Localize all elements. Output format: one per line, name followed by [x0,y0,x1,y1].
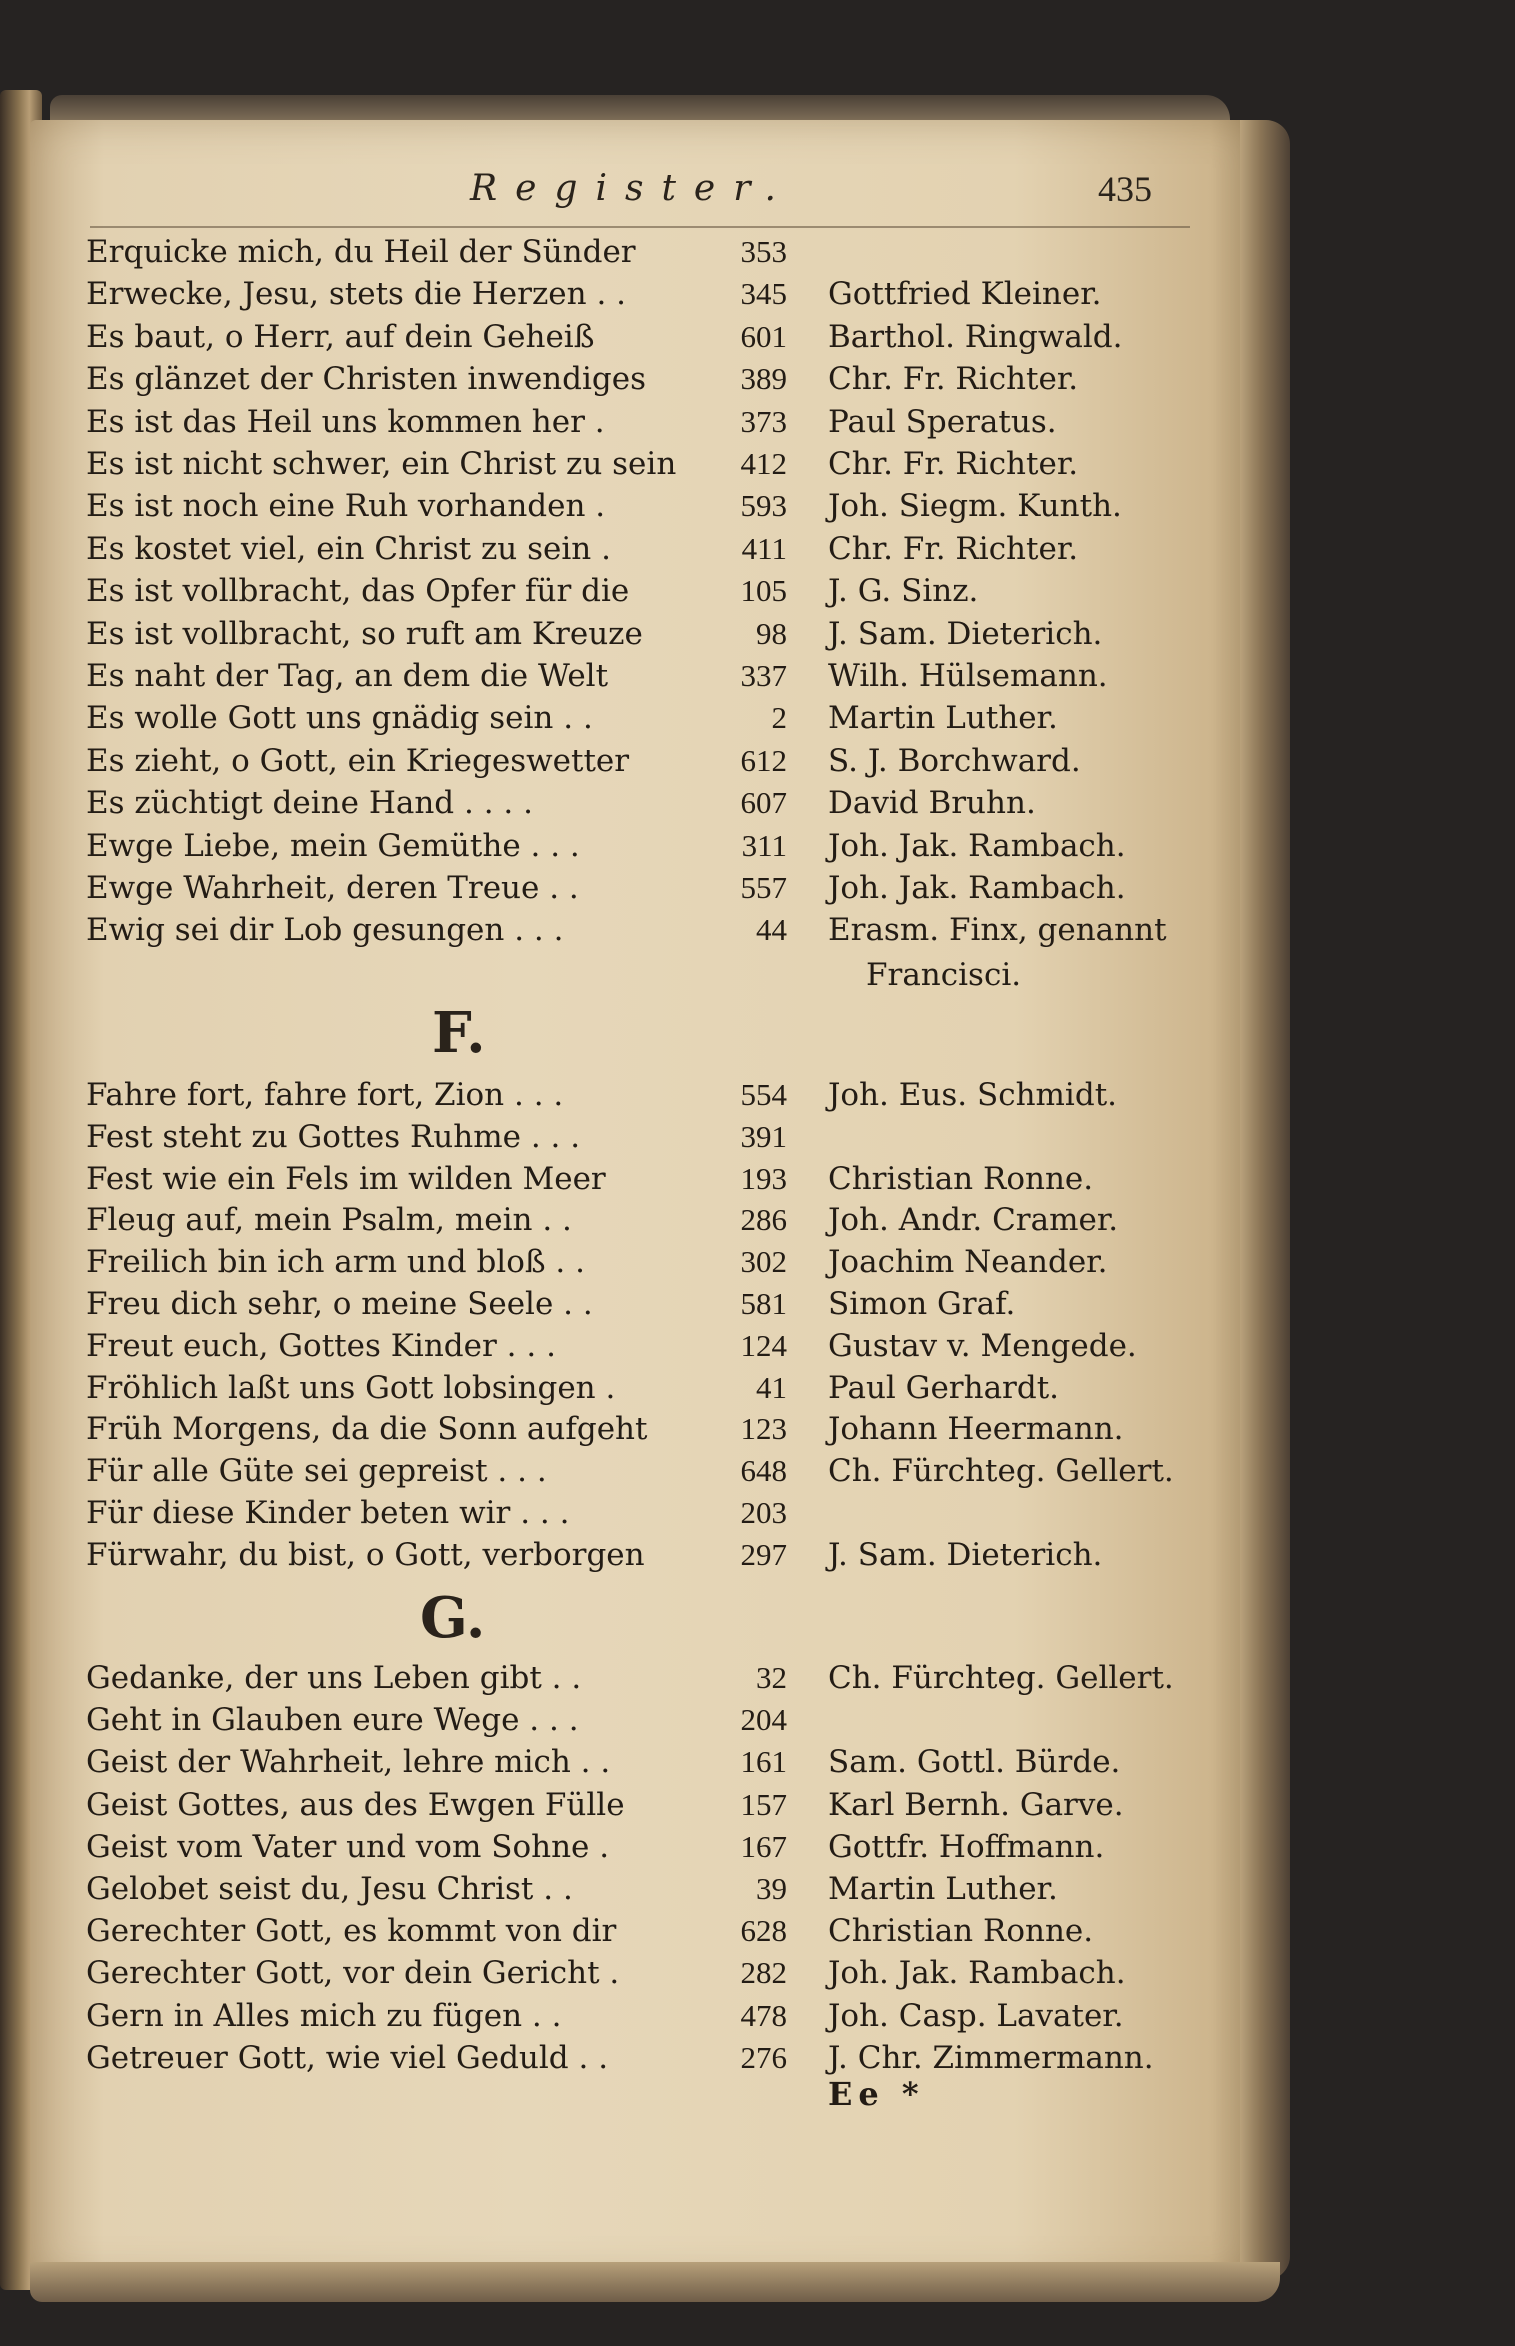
hymn-author: Gottfried Kleiner. [828,276,1102,313]
hymn-number: 612 [740,742,787,778]
hymn-author: Joh. Siegm. Kunth. [828,488,1122,525]
register-row [0,1409,1230,1449]
hymn-number: 276 [740,2039,787,2075]
hymn-number: 193 [740,1160,787,1196]
hymn-author: Joh. Jak. Rambach. [828,1955,1126,1992]
register-row [0,1785,1230,1825]
hymn-number: 478 [740,1997,787,2033]
hymn-title: Es ist nicht schwer, ein Christ zu sein [86,446,677,482]
author-continuation: Francisci. [866,957,1022,993]
register-row [0,1451,1230,1491]
hymn-author: David Bruhn. [828,785,1036,822]
register-row [0,1953,1230,1993]
hymn-number: 123 [740,1411,787,1447]
hymn-title: Fest steht zu Gottes Ruhme . . . [86,1118,581,1155]
hymn-author: Joh. Jak. Rambach. [828,870,1126,906]
hymn-title: Geht in Glauben eure Wege . . . [86,1702,579,1739]
page-number: 435 [1098,169,1152,209]
hymn-title: Fröhlich laßt uns Gott lobsingen . [86,1369,616,1406]
register-row [0,910,1230,950]
hymn-number: 286 [740,1202,787,1238]
hymn-number: 607 [740,785,787,821]
hymn-number: 391 [740,1118,787,1154]
hymn-author: Ch. Fürchteg. Gellert. [828,1660,1174,1696]
register-row [0,826,1230,866]
hymn-title: Fest wie ein Fels im wilden Meer [86,1160,606,1197]
hymn-title: Fleug auf, mein Psalm, mein . . [86,1202,572,1239]
hymn-title: Es ist vollbracht, so ruft am Kreuze [86,615,643,652]
hymn-number: 557 [740,870,787,905]
hymn-author: Erasm. Finx, genannt [828,912,1167,949]
hymn-author: Chr. Fr. Richter. [828,361,1079,398]
hymn-title: Für diese Kinder beten wir . . . [86,1495,570,1531]
hymn-title: Es ist noch eine Ruh vorhanden . [86,488,606,525]
hymn-title: Es zieht, o Gott, ein Kriegeswetter [86,742,630,779]
hymn-author: Chr. Fr. Richter. [828,446,1079,482]
hymn-author: J. Sam. Dieterich. [828,1536,1103,1573]
hymn-title: Gerechter Gott, es kommt von dir [86,1913,617,1950]
register-row [0,656,1230,696]
hymn-author: J. Sam. Dieterich. [828,615,1103,652]
hymn-title: Erquicke mich, du Heil der Sünder [86,234,636,270]
hymn-author: Gottfr. Hoffmann. [828,1828,1105,1865]
hymn-title: Für alle Güte sei gepreist . . . [86,1453,547,1490]
hymn-title: Ewig sei dir Lob gesungen . . . [86,912,564,949]
hymn-author: J. Chr. Zimmermann. [828,2039,1154,2076]
hymn-number: 161 [740,1744,787,1780]
hymn-number: 32 [756,1660,787,1695]
hymn-number: 297 [740,1536,787,1572]
register-row [0,1326,1230,1366]
hymn-title: Es wolle Gott uns gnädig sein . . [86,700,593,737]
register-row [0,868,1230,908]
hymn-number: 204 [740,1702,787,1738]
hymn-author: Martin Luther. [828,700,1058,737]
register-row [0,1284,1230,1324]
hymn-title: Gedanke, der uns Leben gibt . . [86,1660,582,1696]
hymn-number: 167 [740,1828,787,1864]
hymn-author: Joachim Neander. [828,1244,1108,1281]
hymn-author: Joh. Casp. Lavater. [828,1997,1124,2034]
hymn-number: 124 [740,1327,787,1363]
register-row [0,1742,1230,1782]
register-row [0,1827,1230,1867]
hymn-author: Ch. Fürchteg. Gellert. [828,1453,1174,1490]
hymn-number: 282 [740,1955,787,1991]
hymn-author: Martin Luther. [828,1871,1058,1907]
hymn-number: 601 [740,318,787,354]
hymn-title: Gerechter Gott, vor dein Gericht . [86,1955,620,1992]
hymn-number: 628 [740,1913,787,1949]
hymn-author: Sam. Gottl. Bürde. [828,1744,1121,1781]
hymn-number: 411 [741,530,787,566]
register-row [0,1242,1230,1282]
register-row [0,783,1230,823]
hymn-author: Paul Gerhardt. [828,1369,1060,1406]
register-row [0,274,1230,314]
hymn-title: Ewge Wahrheit, deren Treue . . [86,870,579,906]
register-row [0,614,1230,654]
register-row [0,232,1230,272]
hymn-number: 389 [740,361,787,397]
hymn-author: Chr. Fr. Richter. [828,530,1079,567]
hymn-title: Es baut, o Herr, auf dein Geheiß [86,318,595,355]
hymn-title: Es glänzet der Christen inwendiges [86,361,646,398]
hymn-number: 105 [740,573,787,609]
hymn-title: Es ist vollbracht, das Opfer für die [86,573,630,610]
hymn-number: 39 [756,1871,787,1906]
hymn-number: 345 [740,276,787,312]
hymn-number: 412 [740,446,787,481]
register-row [0,1535,1230,1575]
hymn-title: Freu dich sehr, o meine Seele . . [86,1286,593,1322]
hymn-author: Christian Ronne. [828,1913,1094,1950]
hymn-author: Joh. Jak. Rambach. [828,827,1126,864]
register-row [0,1200,1230,1240]
hymn-number: 41 [756,1369,787,1405]
register-row [0,402,1230,442]
hymn-number: 302 [740,1244,787,1280]
page-header-title: Register. [470,168,794,209]
section-letter-g: G. [420,1585,486,1651]
hymn-author: Joh. Andr. Cramer. [828,1202,1119,1239]
hymn-number: 337 [740,658,787,693]
section-letter-f: F. [432,1000,486,1066]
register-row [0,1996,1230,2036]
register-row [0,698,1230,738]
register-row [0,741,1230,781]
hymn-author: Christian Ronne. [828,1160,1094,1197]
register-row [0,317,1230,357]
register-row [0,1368,1230,1408]
hymn-title: Geist der Wahrheit, lehre mich . . [86,1744,611,1781]
register-row [0,1075,1230,1115]
hymn-author: Wilh. Hülsemann. [828,658,1108,694]
hymn-author: Joh. Eus. Schmidt. [828,1077,1118,1113]
hymn-title: Fürwahr, du bist, o Gott, verborgen [86,1536,645,1573]
register-row [0,2038,1230,2078]
hymn-author: Karl Bernh. Garve. [828,1786,1124,1823]
hymn-author: Simon Graf. [828,1286,1016,1322]
hymn-title: Fahre fort, fahre fort, Zion . . . [86,1077,564,1113]
hymn-title: Freut euch, Gottes Kinder . . . [86,1327,556,1364]
hymn-number: 157 [740,1786,787,1822]
hymn-number: 353 [740,234,787,269]
hymn-title: Getreuer Gott, wie viel Geduld . . [86,2039,609,2076]
hymn-title: Geist Gottes, aus des Ewgen Fülle [86,1786,625,1823]
register-row [0,1493,1230,1533]
hymn-title: Es ist das Heil uns kommen her . [86,403,605,440]
hymn-title: Es züchtigt deine Hand . . . . [86,785,533,822]
hymn-author: S. J. Borchward. [828,742,1081,779]
hymn-title: Geist vom Vater und vom Sohne . [86,1828,610,1865]
hymn-title: Ewge Liebe, mein Gemüthe . . . [86,827,580,864]
hymn-title: Es naht der Tag, an dem die Welt [86,658,609,694]
register-row [0,571,1230,611]
hymn-number: 311 [741,827,787,863]
signature-mark: Ee * [828,2075,925,2113]
register-row [0,1700,1230,1740]
hymn-number: 203 [740,1495,787,1530]
register-row [0,1658,1230,1698]
hymn-number: 593 [740,488,787,524]
hymn-title: Es kostet viel, ein Christ zu sein . [86,530,611,567]
register-row [0,486,1230,526]
hymn-title: Erwecke, Jesu, stets die Herzen . . [86,276,627,313]
hymn-number: 98 [756,615,787,651]
hymn-number: 554 [740,1077,787,1112]
hymn-title: Freilich bin ich arm und bloß . . [86,1244,585,1281]
hymn-number: 648 [740,1453,787,1489]
header-rule [90,226,1190,228]
register-row [0,1911,1230,1951]
hymn-number: 44 [756,912,787,948]
hymn-author: J. G. Sinz. [828,573,979,610]
book-bottom-edge [30,2262,1280,2302]
register-row [0,1117,1230,1157]
book-page-edge [1240,120,1290,2280]
register-row [0,1159,1230,1199]
register-row [0,529,1230,569]
hymn-author: Paul Speratus. [828,403,1057,440]
hymn-title: Gern in Alles mich zu fügen . . [86,1997,562,2034]
hymn-number: 2 [771,700,787,736]
hymn-title: Früh Morgens, da die Sonn aufgeht [86,1411,648,1448]
hymn-number: 581 [740,1286,787,1321]
register-row [0,359,1230,399]
register-row [0,444,1230,484]
register-row [0,1869,1230,1909]
hymn-title: Gelobet seist du, Jesu Christ . . [86,1871,573,1907]
hymn-number: 373 [740,403,787,439]
hymn-author: Barthol. Ringwald. [828,318,1123,355]
hymn-author: Johann Heermann. [828,1411,1124,1448]
hymn-author: Gustav v. Mengede. [828,1327,1137,1364]
